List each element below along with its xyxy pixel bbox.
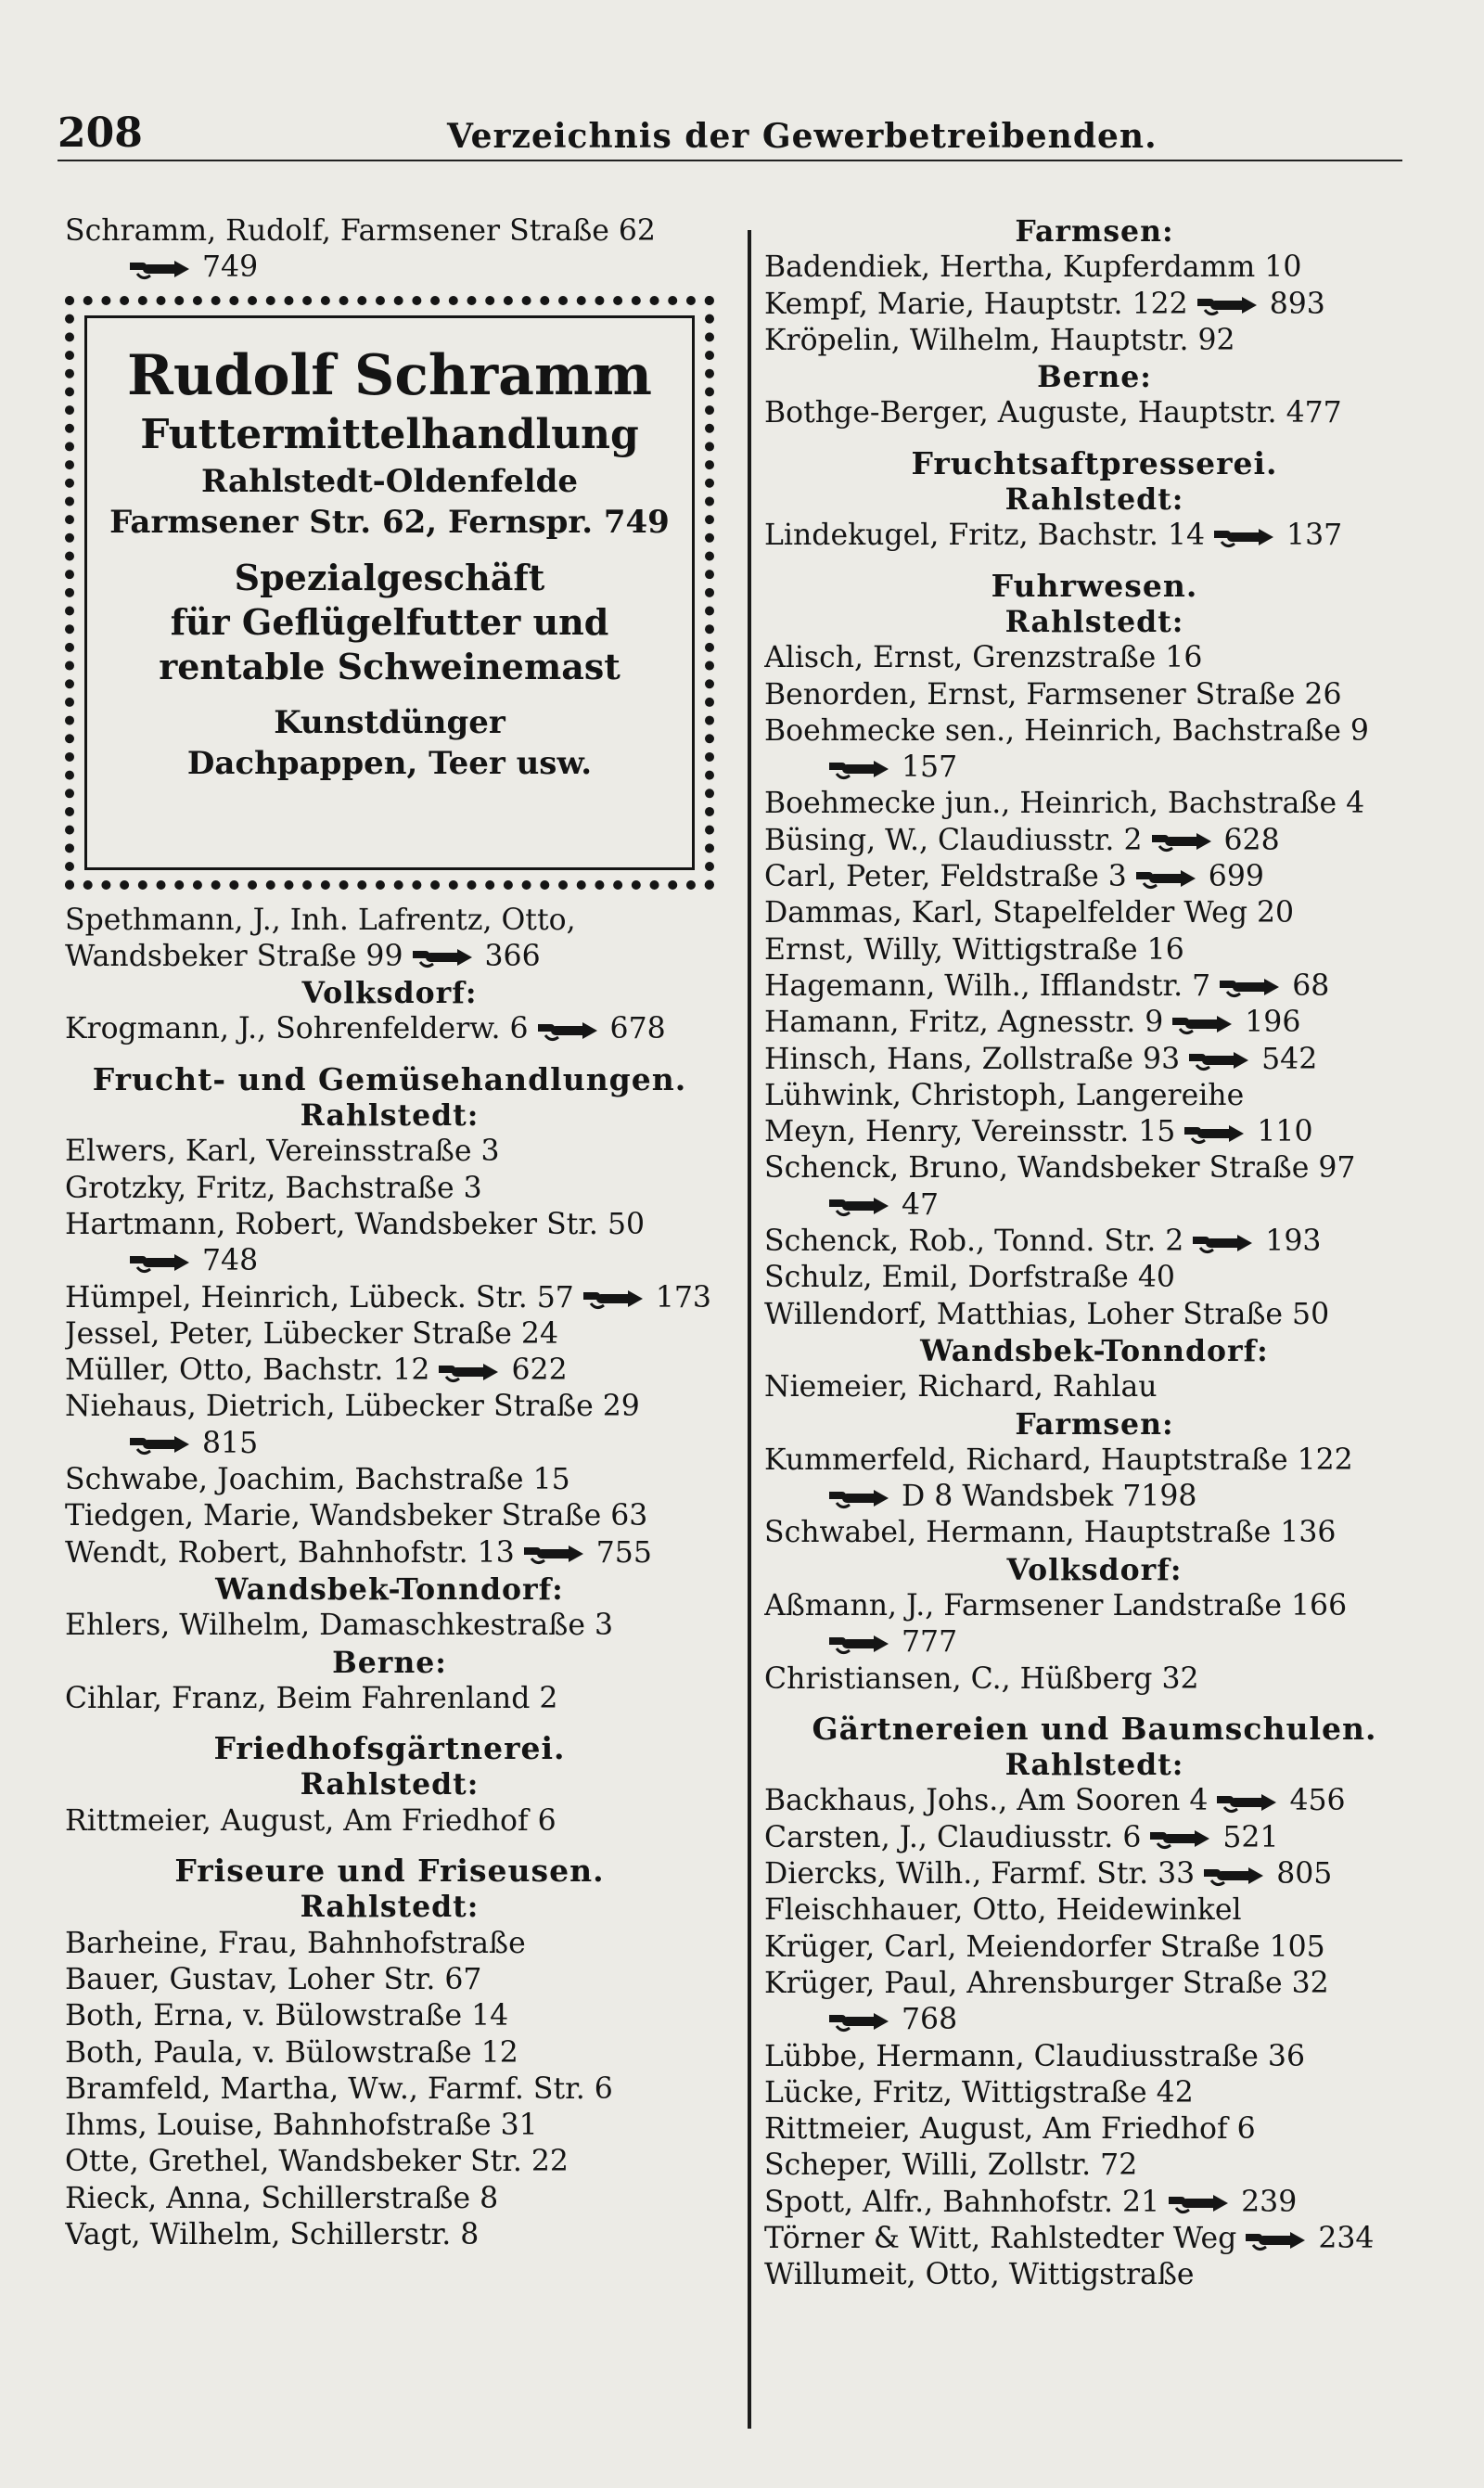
telephone-hand-icon	[1244, 2228, 1311, 2252]
ad-business: Futtermittelhandlung	[140, 410, 639, 458]
telephone-hand-icon	[522, 1542, 589, 1566]
list-item: Willumeit, Otto, Wittigstraße	[764, 2258, 1195, 2292]
advertisement-box	[65, 296, 714, 890]
telephone-hand-icon	[827, 1632, 894, 1656]
ad-extra: Kunstdünger	[274, 703, 505, 741]
list-item: Tiedgen, Marie, Wandsbeker Straße 63	[65, 1499, 648, 1533]
place-heading: Berne:	[1037, 360, 1152, 395]
list-item: Krogmann, J., Sohrenfelderw. 6 678	[65, 1012, 666, 1046]
telephone-hand-icon	[437, 1360, 504, 1384]
list-item: Rittmeier, August, Am Friedhof 6	[65, 1803, 556, 1838]
list-item: Aßmann, J., Farmsener Landstraße 166	[764, 1588, 1348, 1622]
list-item: 47	[764, 1187, 1425, 1224]
list-item: Alisch, Ernst, Grenzstraße 16	[764, 641, 1203, 675]
list-item: Meyn, Henry, Vereinsstr. 15 110	[764, 1115, 1313, 1149]
place-heading: Rahlstedt:	[1004, 482, 1184, 518]
list-item: 157	[764, 750, 1425, 786]
list-item: Schramm, Rudolf, Farmsener Straße 62	[65, 214, 656, 248]
list-item: Hinsch, Hans, Zollstraße 93 542	[764, 1042, 1318, 1076]
ad-address: Farmsener Str. 62, Fernspr. 749	[109, 503, 670, 541]
list-item: Fleischhauer, Otto, Heidewinkel	[764, 1893, 1242, 1928]
telephone-hand-icon	[827, 2009, 894, 2033]
list-item: Schenck, Bruno, Wandsbeker Straße 97	[764, 1151, 1356, 1186]
column-rule	[748, 230, 751, 2429]
list-item: Schwabe, Joachim, Bachstraße 15	[65, 1463, 570, 1497]
list-item: 768	[764, 2002, 1425, 2038]
list-item: 815	[65, 1426, 714, 1462]
ad-spec: rentable Schweinemast	[159, 645, 620, 687]
list-item: Scheper, Willi, Zollstr. 72	[764, 2148, 1138, 2183]
list-item: Törner & Witt, Rahlstedter Weg 234	[764, 2222, 1375, 2256]
section-heading: Gärtnereien und Baumschulen.	[812, 1710, 1377, 1747]
list-item: D 8 Wandsbek 7198	[764, 1479, 1425, 1515]
list-item: Rieck, Anna, Schillerstraße 8	[65, 2181, 499, 2215]
telephone-hand-icon	[827, 1194, 894, 1218]
list-item: Müller, Otto, Bachstr. 12 622	[65, 1353, 568, 1388]
ad-location: Rahlstedt-Oldenfelde	[200, 462, 578, 500]
place-heading: Rahlstedt:	[1004, 1748, 1184, 1783]
section-heading: Friseure und Friseusen.	[174, 1853, 605, 1890]
telephone-hand-icon	[411, 945, 478, 969]
place-heading: Farmsen:	[1015, 1406, 1174, 1442]
list-item: Wandsbeker Straße 99 366	[65, 939, 541, 973]
list-item: Cihlar, Franz, Beim Fahrenland 2	[65, 1681, 558, 1715]
list-item: Lücke, Fritz, Wittigstraße 42	[764, 2075, 1194, 2110]
list-item: Schenck, Rob., Tonnd. Str. 2 193	[764, 1225, 1322, 1259]
place-heading: Farmsen:	[1015, 214, 1174, 249]
list-item: Jessel, Peter, Lübecker Straße 24	[65, 1316, 558, 1351]
section-heading: Friedhofsgärtnerei.	[213, 1730, 566, 1767]
list-item: Boehmecke sen., Heinrich, Bachstraße 9	[764, 713, 1369, 748]
telephone-hand-icon	[1134, 866, 1201, 891]
list-item: Spott, Alfr., Bahnhofstr. 21 239	[764, 2185, 1298, 2219]
telephone-hand-icon	[1218, 975, 1285, 999]
list-item: Benorden, Ernst, Farmsener Straße 26	[764, 677, 1342, 712]
list-item: Schulz, Emil, Dorfstraße 40	[764, 1261, 1175, 1295]
list-item: Elwers, Karl, Vereinsstraße 3	[65, 1135, 500, 1169]
place-heading: Rahlstedt:	[300, 1890, 480, 1925]
place-heading: Wandsbek-Tonndorf:	[215, 1571, 564, 1607]
telephone-hand-icon	[1150, 829, 1217, 853]
list-item: 777	[764, 1624, 1425, 1661]
list-item: 748	[65, 1243, 714, 1279]
list-item: Diercks, Wilh., Farmf. Str. 33 805	[764, 1857, 1333, 1892]
telephone-hand-icon	[582, 1287, 648, 1311]
list-item: Vagt, Wilhelm, Schillerstr. 8	[65, 2217, 480, 2251]
list-item: Bauer, Gustav, Loher Str. 67	[65, 1962, 482, 1996]
list-item: Barheine, Frau, Bahnhofstraße	[65, 1926, 526, 1960]
telephone-hand-icon	[1215, 1790, 1282, 1815]
right-column	[764, 213, 1425, 2294]
list-item: Dammas, Karl, Stapelfelder Weg 20	[764, 896, 1295, 930]
list-item: Boehmecke jun., Heinrich, Bachstraße 4	[764, 787, 1365, 821]
page-number: 208	[58, 109, 143, 157]
ad-extra: Dachpappen, Teer usw.	[186, 744, 593, 782]
telephone-hand-icon	[128, 1432, 195, 1456]
list-item: Willendorf, Matthias, Loher Straße 50	[764, 1297, 1330, 1331]
left-column	[65, 213, 714, 2253]
list-item: Schwabel, Hermann, Hauptstraße 136	[764, 1516, 1337, 1550]
telephone-hand-icon	[827, 1486, 894, 1510]
telephone-hand-icon	[1183, 1122, 1249, 1146]
list-item: Ihms, Louise, Bahnhofstraße 31	[65, 2109, 538, 2143]
list-item: Grotzky, Fritz, Bachstraße 3	[65, 1171, 482, 1205]
place-heading: Volksdorf:	[301, 976, 478, 1011]
list-item: 749	[65, 250, 714, 286]
list-item: Hümpel, Heinrich, Lübeck. Str. 57 173	[65, 1280, 711, 1315]
list-item: Spethmann, J., Inh. Lafrentz, Otto,	[65, 903, 576, 937]
list-item: Lübbe, Hermann, Claudiusstraße 36	[764, 2039, 1305, 2073]
telephone-hand-icon	[1212, 525, 1279, 549]
place-heading: Rahlstedt:	[300, 1767, 480, 1802]
place-heading: Rahlstedt:	[300, 1098, 480, 1134]
list-item: Krüger, Carl, Meiendorfer Straße 105	[764, 1930, 1325, 1964]
list-item: Krüger, Paul, Ahrensburger Straße 32	[764, 1966, 1329, 2000]
list-item: Both, Paula, v. Bülowstraße 12	[65, 2035, 518, 2070]
list-item: Bramfeld, Martha, Ww., Farmf. Str. 6	[65, 2071, 613, 2106]
list-item: Niemeier, Richard, Rahlau	[764, 1370, 1158, 1404]
list-item: Büsing, W., Claudiusstr. 2 628	[764, 823, 1280, 857]
telephone-hand-icon	[1171, 1012, 1237, 1036]
telephone-hand-icon	[536, 1019, 603, 1043]
place-heading: Volksdorf:	[1006, 1552, 1183, 1587]
section-heading: Frucht- und Gemüsehandlungen.	[92, 1060, 687, 1097]
list-item: Wendt, Robert, Bahnhofstr. 13 755	[65, 1535, 652, 1570]
place-heading: Wandsbek-Tonndorf:	[920, 1333, 1269, 1368]
list-item: Kröpelin, Wilhelm, Hauptstr. 92	[764, 323, 1235, 357]
telephone-hand-icon	[1148, 1827, 1215, 1851]
ad-spec: für Geflügelfutter und	[170, 600, 609, 643]
telephone-hand-icon	[128, 257, 195, 281]
list-item: Badendiek, Hertha, Kupferdamm 10	[764, 250, 1302, 285]
list-item: Lindekugel, Fritz, Bachstr. 14 137	[764, 519, 1343, 553]
list-item: Carsten, J., Claudiusstr. 6 521	[764, 1820, 1279, 1854]
place-heading: Rahlstedt:	[1004, 604, 1184, 639]
telephone-hand-icon	[1167, 2191, 1234, 2215]
list-item: Carl, Peter, Feldstraße 3 699	[764, 860, 1264, 894]
list-item: Ernst, Willy, Wittigstraße 16	[764, 932, 1184, 967]
telephone-hand-icon	[1202, 1864, 1269, 1888]
list-item: Hagemann, Wilh., Ifflandstr. 7 68	[764, 968, 1330, 1003]
list-item: Kummerfeld, Richard, Hauptstraße 122	[764, 1443, 1353, 1477]
telephone-hand-icon	[1191, 1231, 1258, 1255]
list-item: Christiansen, C., Hüßberg 32	[764, 1661, 1199, 1696]
list-item: Both, Erna, v. Bülowstraße 14	[65, 1999, 509, 2033]
section-heading: Fuhrwesen.	[991, 567, 1198, 604]
place-heading: Berne:	[332, 1645, 447, 1680]
list-item: Backhaus, Johs., Am Sooren 4 456	[764, 1784, 1346, 1818]
section-heading: Fruchtsaftpresserei.	[911, 444, 1278, 481]
page-header	[58, 104, 1402, 161]
list-item: Hartmann, Robert, Wandsbeker Str. 50	[65, 1207, 646, 1241]
list-item: Rittmeier, August, Am Friedhof 6	[764, 2112, 1256, 2147]
running-title: Verzeichnis der Gewerbetreibenden.	[447, 117, 1158, 156]
list-item: Hamann, Fritz, Agnesstr. 9 196	[764, 1006, 1301, 1040]
telephone-hand-icon	[1187, 1048, 1254, 1072]
telephone-hand-icon	[128, 1250, 195, 1275]
telephone-hand-icon	[1196, 293, 1262, 317]
list-item: Lühwink, Christoph, Langereihe	[764, 1078, 1245, 1112]
ad-spec: Spezialgeschäft	[234, 556, 545, 598]
list-item: Kempf, Marie, Hauptstr. 122 893	[764, 287, 1325, 321]
ad-name: Rudolf Schramm	[127, 342, 652, 408]
list-item: Otte, Grethel, Wandsbeker Str. 22	[65, 2145, 569, 2179]
telephone-hand-icon	[827, 757, 894, 781]
list-item: Ehlers, Wilhelm, Damaschkestraße 3	[65, 1609, 614, 1643]
list-item: Bothge-Berger, Auguste, Hauptstr. 477	[764, 396, 1342, 430]
list-item: Niehaus, Dietrich, Lübecker Straße 29	[65, 1390, 640, 1424]
